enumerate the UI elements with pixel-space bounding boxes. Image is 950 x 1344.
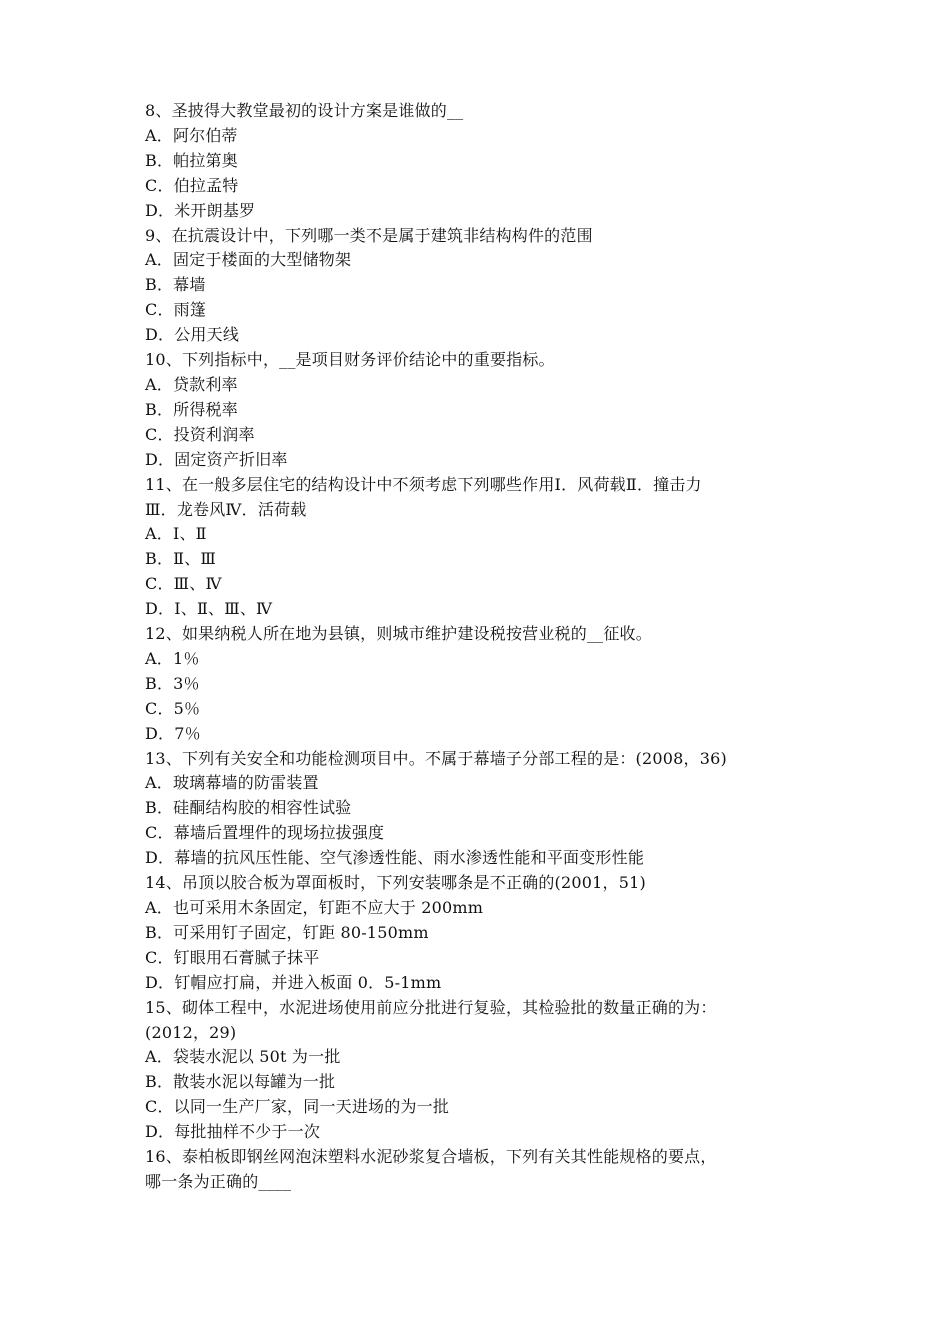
question-13-option-a: A．玻璃幕墙的防雷装置 [145, 773, 319, 793]
question-11-option-a: A．Ⅰ、Ⅱ [145, 524, 207, 544]
question-15-option-c: C．以同一生产厂家，同一天进场的为一批 [145, 1097, 450, 1117]
question-13: 13、下列有关安全和功能检测项目中。不属于幕墙子分部工程的是：(2008，36) [145, 748, 727, 768]
question-12: 12、如果纳税人所在地为县镇，则城市维护建设税按营业税的__征收。 [145, 624, 652, 644]
question-9-option-b: B．幕墙 [145, 275, 206, 295]
question-12-option-a: A．1％ [145, 648, 200, 668]
question-13-option-c: C．幕墙后置埋件的现场拉拔强度 [145, 823, 385, 843]
question-9-option-c: C．雨篷 [145, 300, 207, 320]
question-9-option-d: D．公用天线 [145, 325, 240, 345]
question-11: 11、在一般多层住宅的结构设计中不须考虑下列哪些作用Ⅰ．风荷载Ⅱ．撞击力 [145, 474, 702, 494]
question-14-option-b: B．可采用钉子固定，钉距 80-150mm [145, 922, 429, 942]
question-11-option-b: B．Ⅱ、Ⅲ [145, 549, 217, 569]
question-9-option-a: A．固定于楼面的大型储物架 [145, 250, 352, 270]
question-12-option-d: D．7％ [145, 723, 201, 743]
question-8: 8、圣披得大教堂最初的设计方案是谁做的__ [145, 101, 464, 120]
question-8-option-a: A．阿尔伯蒂 [145, 125, 238, 145]
question-10-option-a: A．贷款利率 [145, 374, 238, 394]
question-11-continued: Ⅲ．龙卷风Ⅳ．活荷载 [145, 499, 307, 519]
question-15: 15、砌体工程中，水泥进场使用前应分批进行复验，其检验批的数量正确的为： [145, 997, 717, 1017]
question-9: 9、在抗震设计中，下列哪一类不是属于建筑非结构构件的范围 [145, 225, 593, 245]
question-10-option-d: D．固定资产折旧率 [145, 449, 288, 469]
question-11-option-c: C．Ⅲ、Ⅳ [145, 574, 222, 594]
question-12-option-b: B．3％ [145, 673, 200, 693]
question-15-option-b: B．散装水泥以每罐为一批 [145, 1072, 336, 1092]
question-10: 10、下列指标中，__是项目财务评价结论中的重要指标。 [145, 350, 555, 370]
question-15-continued: (2012，29) [145, 1022, 237, 1042]
question-8-option-d: D．米开朗基罗 [145, 200, 256, 220]
question-11-option-d: D．Ⅰ、Ⅱ、Ⅲ、Ⅳ [145, 599, 273, 619]
question-14: 14、吊顶以胶合板为罩面板时，下列安装哪条是不正确的(2001，51) [145, 873, 646, 893]
question-10-option-b: B．所得税率 [145, 399, 238, 419]
question-16: 16、泰柏板即钢丝网泡沫塑料水泥砂浆复合墙板，下列有关其性能规格的要点， [145, 1147, 717, 1167]
question-12-option-c: C．5％ [145, 698, 201, 718]
question-14-option-a: A．也可采用木条固定，钉距不应大于 200mm [145, 898, 484, 917]
question-8-option-b: B．帕拉第奥 [145, 150, 238, 170]
question-14-option-c: C．钉眼用石膏腻子抹平 [145, 947, 320, 967]
question-8-option-c: C．伯拉孟特 [145, 175, 239, 195]
question-15-option-a: A．袋装水泥以 50t 为一批 [145, 1047, 341, 1067]
question-16-continued: 哪一条为正确的____ [145, 1171, 292, 1191]
question-10-option-c: C．投资利润率 [145, 424, 255, 444]
question-14-option-d: D．钉帽应打扁，并进入板面 0．5-1mm [145, 972, 442, 992]
question-13-option-d: D．幕墙的抗风压性能、空气渗透性能、雨水渗透性能和平面变形性能 [145, 848, 645, 868]
question-15-option-d: D．每批抽样不少于一次 [145, 1122, 321, 1142]
question-13-option-b: B．硅酮结构胶的相容性试验 [145, 798, 352, 818]
document-body [145, 99, 825, 1195]
